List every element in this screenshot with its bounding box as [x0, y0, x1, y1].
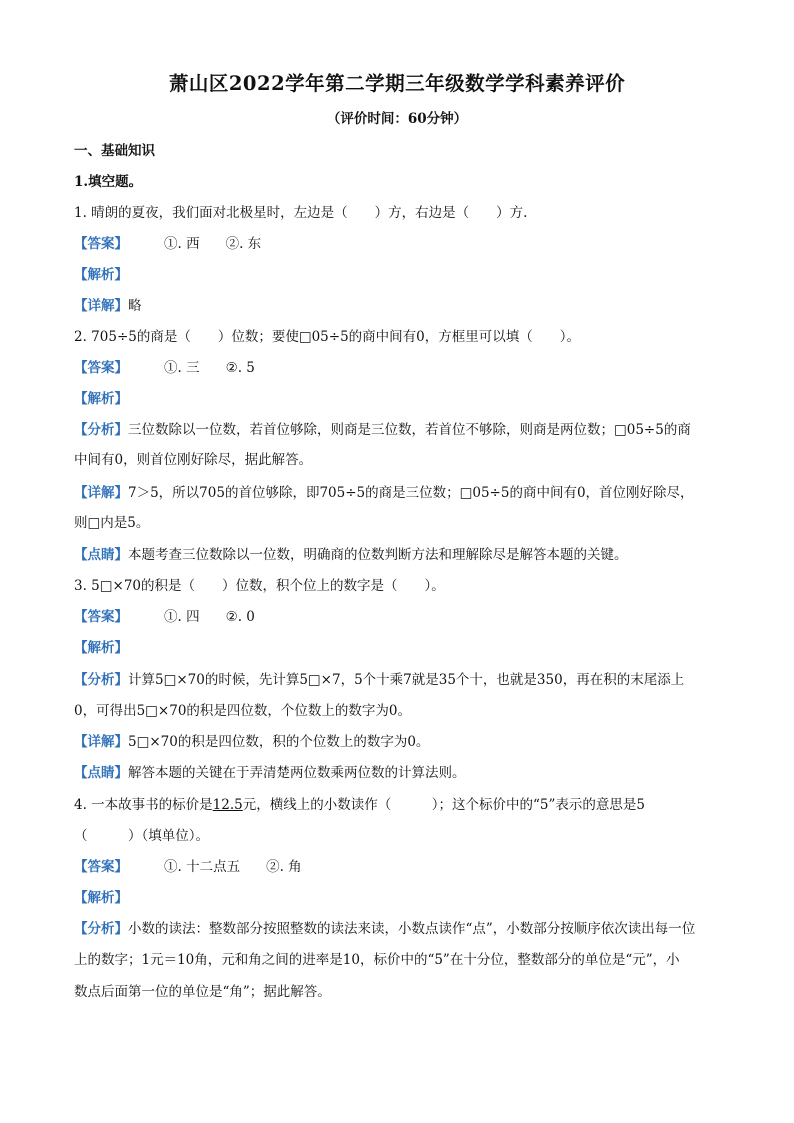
q1-detail: 略	[128, 298, 142, 314]
analysis-tag: 【分析】	[74, 921, 128, 937]
q3-answer-1: ①. 四	[164, 609, 200, 625]
detail-tag: 【详解】	[74, 734, 128, 750]
q1-answer-1: ①. 西	[164, 236, 200, 252]
q4-price: 12.5	[212, 797, 243, 813]
q2-analysis-line-2: 中间有0，则首位刚好除尽，据此解答。	[74, 452, 313, 468]
q4-analysis-line-1	[74, 919, 724, 939]
q1-analysis-header: 【解析】	[74, 267, 128, 283]
q3-comment-line	[74, 763, 724, 783]
analysis-tag: 【分析】	[74, 422, 128, 438]
answer-tag: 【答案】	[74, 236, 128, 252]
q2-comment: 本题考查三位数除以一位数，明确商的位数判断方法和理解除尽是解答本题的关键。	[128, 547, 628, 563]
q4-stem-line-2: （ ）（填单位）。	[74, 828, 209, 844]
q1-detail-line	[74, 296, 724, 316]
q3-stem: 3. 5□×70的积是（ ）位数，积个位上的数字是（ ）。	[74, 578, 445, 594]
sub-heading: 1.填空题。	[74, 174, 143, 190]
document-title: 萧山区2022学年第二学期三年级数学学科素养评价	[168, 72, 626, 95]
q1-answer-2: ②. 东	[225, 236, 262, 252]
q2-analysis-header: 【解析】	[74, 391, 128, 407]
q4-analysis-line-2: 上的数字；1元＝10角，元和角之间的进率是10，标价中的“5”在十分位，整数部分的单位是“元”，小	[74, 952, 680, 968]
answer-tag: 【答案】	[74, 360, 128, 376]
document-subtitle: （评价时间：60分钟）	[326, 111, 468, 127]
q2-analysis-line-1	[74, 420, 724, 440]
q2-answer-line	[74, 358, 724, 378]
q2-detail-line-1	[74, 483, 724, 503]
section-heading: 一、基础知识	[74, 143, 155, 159]
q3-analysis-line-1	[74, 670, 724, 690]
q4-stem-a: 4. 一本故事书的标价是	[74, 797, 213, 813]
q1-answer-line	[74, 234, 724, 254]
q2-analysis-text-1: 三位数除以一位数，若首位够除，则商是三位数，若首位不够除，则商是两位数；□05÷5的商	[128, 422, 691, 438]
q2-detail-text-1: 7＞5，所以705的首位够除，即705÷5的商是三位数；□05÷5的商中间有0，首位刚好除尽，	[128, 485, 694, 501]
detail-tag: 【详解】	[74, 298, 128, 314]
detail-tag: 【详解】	[74, 485, 128, 501]
q1-stem: 1. 晴朗的夏夜，我们面对北极星时，左边是（ ）方，右边是（ ）方.	[74, 205, 528, 221]
q3-comment: 解答本题的关键在于弄清楚两位数乘两位数的计算法则。	[128, 765, 466, 781]
comment-tag: 【点睛】	[74, 547, 128, 563]
q2-answer-2: ②. 5	[225, 360, 255, 376]
answer-tag: 【答案】	[74, 859, 128, 875]
q3-detail: 5□×70的积是四位数，积的个位数上的数字为0。	[128, 734, 430, 750]
q2-detail-line-2: 则□内是5。	[74, 515, 150, 531]
q2-answer-1: ①. 三	[164, 360, 200, 376]
analysis-tag: 【分析】	[74, 672, 128, 688]
q3-analysis-header: 【解析】	[74, 640, 128, 656]
q3-answer-2: ②. 0	[225, 609, 255, 625]
q4-answer-line	[74, 857, 724, 877]
q4-analysis-line-3: 数点后面第一位的单位是“角”；据此解答。	[74, 984, 331, 1000]
q3-analysis-text-1: 计算5□×70的时候，先计算5□×7，5个十乘7就是35个十，也就是350，再在积的末尾添上	[128, 672, 685, 688]
q2-comment-line	[74, 545, 724, 565]
q4-analysis-text-1: 小数的读法：整数部分按照整数的读法来读，小数点读作“点”，小数部分按顺序依次读出每一位	[128, 921, 696, 937]
comment-tag: 【点睛】	[74, 765, 128, 781]
answer-tag: 【答案】	[74, 609, 128, 625]
q3-analysis-line-2: 0，可得出5□×70的积是四位数，个位数上的数字为0。	[74, 703, 412, 719]
q2-stem: 2. 705÷5的商是（ ）位数；要使□05÷5的商中间有0，方框里可以填（ ）。	[74, 329, 581, 345]
q4-answer-1: ①. 十二点五	[164, 859, 241, 875]
q4-stem-b: 元，横线上的小数读作（ ）；这个标价中的“5”表示的意思是5	[242, 797, 645, 813]
q3-answer-line	[74, 607, 724, 627]
q4-stem-line-1	[74, 795, 724, 815]
q4-answer-2: ②. 角	[266, 859, 302, 875]
q3-detail-line	[74, 732, 724, 752]
q4-analysis-header: 【解析】	[74, 890, 128, 906]
